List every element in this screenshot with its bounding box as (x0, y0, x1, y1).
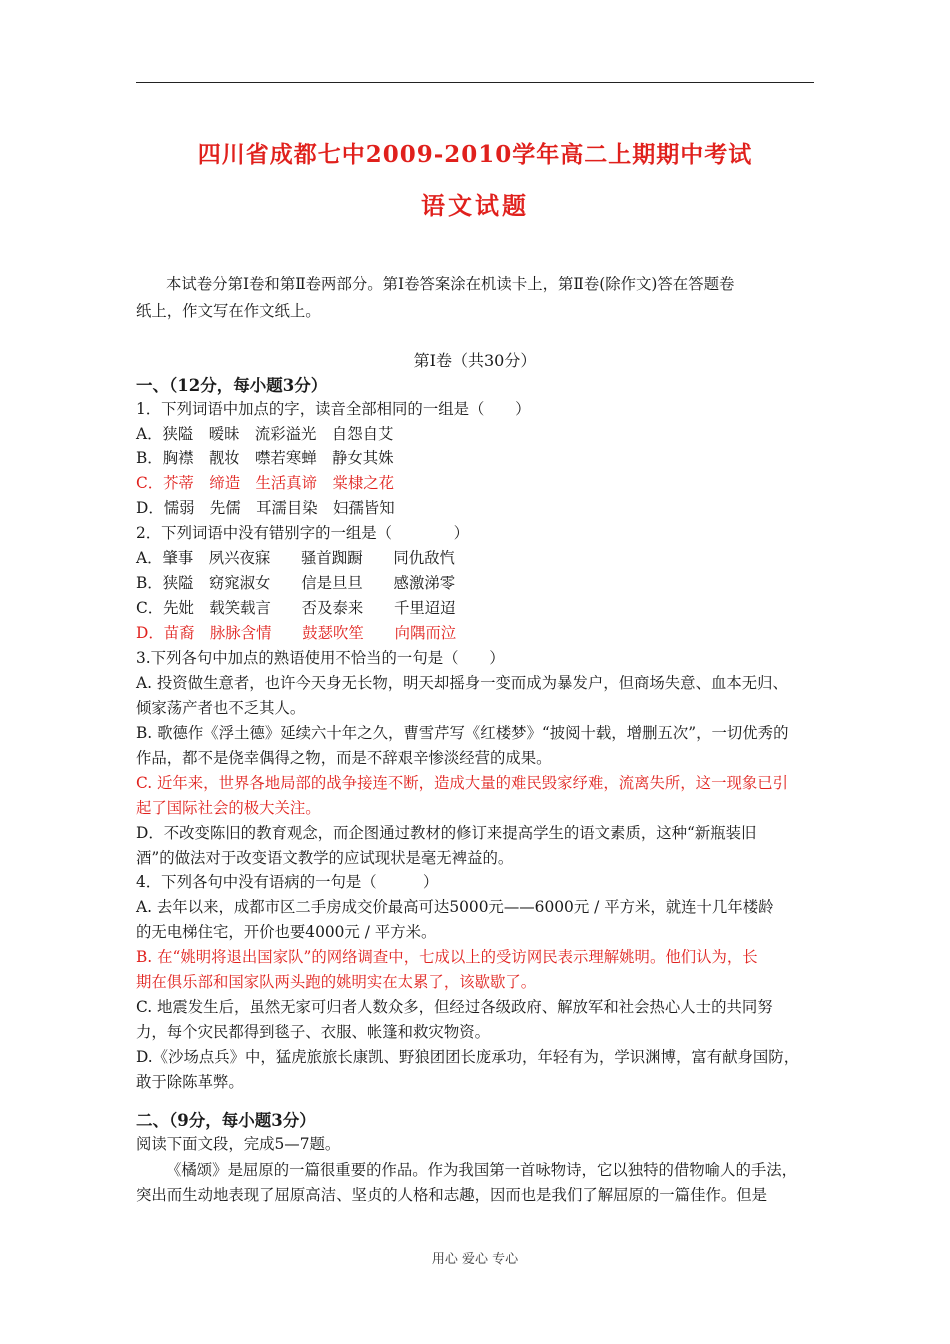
q3-option-a-line1: A. 投资做生意者，也许今天身无长物，明天却摇身一变而成为暴发户，但商场失意、血本无归、 (136, 674, 788, 692)
intro-line-1: 本试卷分第Ⅰ卷和第Ⅱ卷两部分。第Ⅰ卷答案涂在机读卡上，第Ⅱ卷(除作文)答在答题卷 (166, 275, 735, 293)
intro-line-2: 纸上，作文写在作文纸上。 (136, 302, 321, 320)
q1-option-d: D．懦弱 先儒 耳濡目染 妇孺皆知 (136, 499, 395, 517)
q1-option-a: A．狭隘 暧昧 流彩溢光 自怨自艾 (136, 425, 394, 443)
header-rule (136, 82, 814, 83)
section-2-heading: 二、（9分，每小题3分） (136, 1111, 316, 1130)
passage-line-1: 《橘颂》是屈原的一篇很重要的作品。作为我国第一首咏物诗，它以独特的借物喻人的手法， (166, 1161, 798, 1179)
exam-subtitle: 语文试题 (421, 191, 529, 220)
q4-option-c-line2: 力，每个灾民都得到毯子、衣服、帐篷和救灾物资。 (136, 1023, 490, 1041)
q4-stem: 4．下列各句中没有语病的一句是（ ） (136, 873, 439, 891)
q1-option-b: B．胸襟 靓妆 噤若寒蝉 静女其姝 (136, 449, 394, 467)
q3-stem: 3.下列各句中加点的熟语使用不恰当的一句是（ ） (136, 649, 505, 667)
q4-option-d-line2: 敢于除陈革弊。 (136, 1073, 244, 1091)
q3-option-b-line1: B. 歌德作《浮土德》延续六十年之久，曹雪芹写《红楼梦》“披阅十载，增删五次”，一切优秀的 (136, 724, 789, 742)
q3-option-a-line2: 倾家荡产者也不乏其人。 (136, 699, 306, 717)
passage-line-2: 突出而生动地表现了屈原高洁、坚贞的人格和志趣，因而也是我们了解屈原的一篇佳作。但是 (136, 1186, 768, 1204)
q1-stem: 1．下列词语中加点的字，读音全部相同的一组是（ ） (136, 400, 531, 418)
q3-option-b-line2: 作品，都不是侥幸偶得之物，而是不辞艰辛惨淡经营的成果。 (136, 749, 552, 767)
q3-option-d-line1: D．不改变陈旧的教育观念，而企图通过教材的修订来提高学生的语文素质，这种“新瓶装旧 (136, 824, 757, 842)
q1-option-c: C．芥蒂 缔造 生活真谛 棠棣之花 (136, 474, 395, 492)
q3-option-c-line2: 起了国际社会的极大关注。 (136, 799, 321, 817)
q4-option-a-line2: 的无电梯住宅，开价也要4000元 / 平方米。 (136, 923, 437, 941)
q4-option-b-line2: 期在俱乐部和国家队两头跑的姚明实在太累了，该歇歇了。 (136, 973, 537, 991)
q4-option-b-line1: B. 在“姚明将退出国家队”的网络调查中，七成以上的受访网民表示理解姚明。他们认为，长 (136, 948, 758, 966)
q4-option-a-line1: A. 去年以来，成都市区二手房成交价最高可达5000元——6000元 / 平方米，就连十几年楼龄 (136, 898, 774, 916)
page-footer: 用心 爱心 专心 (431, 1252, 519, 1267)
q2-stem: 2．下列词语中没有错别字的一组是（ ） (136, 524, 469, 542)
q4-option-c-line1: C. 地震发生后，虽然无家可归者人数众多，但经过各级政府、解放军和社会热心人士的共同努 (136, 998, 773, 1016)
q2-option-c: C．先妣 载笑载言 否及泰来 千里迢迢 (136, 599, 456, 617)
q3-option-d-line2: 酒”的做法对于改变语文教学的应试现状是毫无裨益的。 (136, 849, 514, 867)
q3-option-c-line1: C. 近年来，世界各地局部的战争接连不断，造成大量的难民毁家纾难，流离失所，这一现象已引 (136, 774, 789, 792)
part-heading: 第Ⅰ卷（共30分） (413, 351, 537, 370)
exam-title: 四川省成都七中2009-2010学年高二上期期中考试 (197, 141, 753, 168)
reading-prompt: 阅读下面文段，完成5—7题。 (136, 1135, 341, 1153)
q2-option-b: B．狭隘 窈窕淑女 信是旦旦 感激涕零 (136, 574, 456, 592)
q4-option-d-line1: D.《沙场点兵》中，猛虎旅旅长康凯、野狼团团长庞承功，年轻有为，学识渊博，富有献身国防， (136, 1048, 800, 1066)
q2-option-d: D．苗裔 脉脉含情 鼓瑟吹笙 向隅而泣 (136, 624, 457, 642)
q2-option-a: A．肇事 夙兴夜寐 骚首踟蹰 同仇敌忾 (136, 549, 455, 567)
section-1-heading: 一、（12分，每小题3分） (136, 376, 328, 395)
